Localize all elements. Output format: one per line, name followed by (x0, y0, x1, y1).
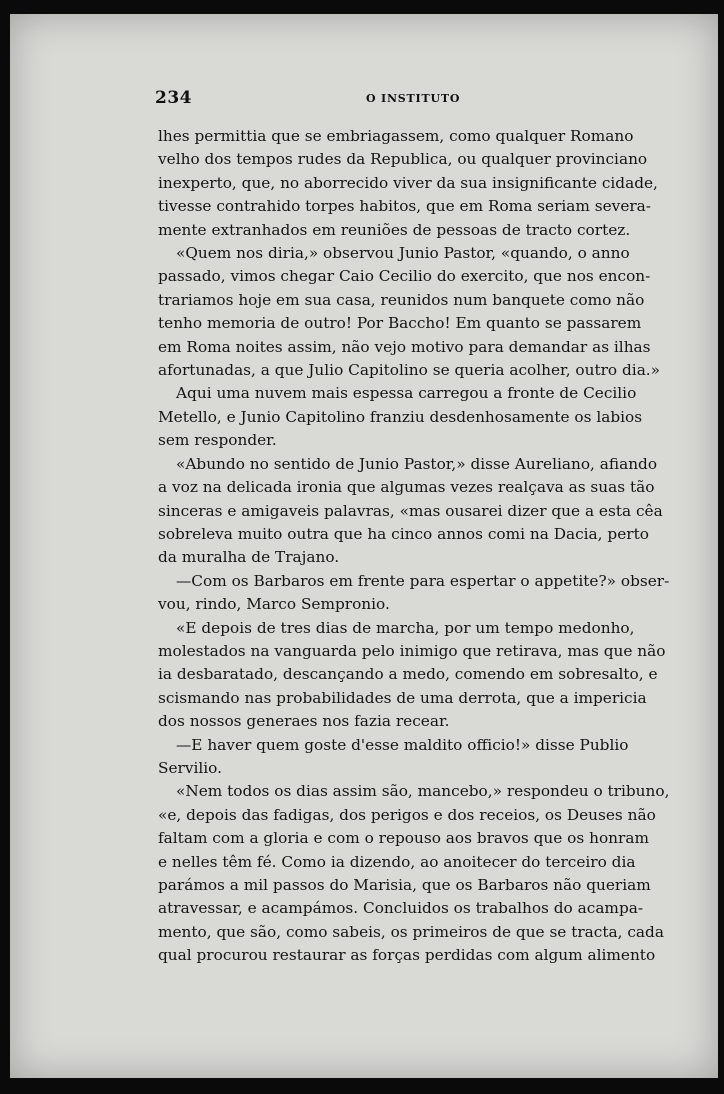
text-line: «Quem nos diria,» observou Junio Pastor, «quando, o anno (176, 244, 630, 263)
text-line: «e, depois das fadigas, dos perigos e dos receios, os Deuses não (158, 805, 656, 824)
text-line: velho dos tempos rudes da Republica, ou qualquer provinciano (158, 150, 648, 169)
text-line: parámos a mil passos do Marisia, que os Barbaros não queriam (158, 876, 651, 894)
text-line: «Nem todos os dias assim são, mancebo,» respondeu o tribuno, (176, 782, 670, 801)
text-line: da muralha de Trajano. (158, 548, 340, 567)
text-line: a voz na delicada ironia que algumas vezes realçava as suas tão (158, 478, 655, 497)
text-line: «Abundo no sentido de Junio Pastor,» disse Aureliano, afiando (176, 454, 658, 473)
text-line: em Roma noites assim, não vejo motivo para demandar as ilhas (158, 337, 651, 356)
text-line: sem responder. (158, 431, 277, 450)
running-title: O INSTITUTO (366, 92, 461, 105)
text-line: «E depois de tres dias de marcha, por um tempo medonho, (176, 618, 635, 637)
text-line: Aqui uma nuvem mais espessa carregou a fronte de Cecilio (176, 384, 637, 403)
text-line: faltam com a gloria e com o repouso aos bravos que os honram (158, 829, 649, 848)
text-line: ia desbaratado, descançando a medo, comendo em sobresalto, e (158, 665, 658, 684)
text-line: mente extranhados em reuniões de pessoas de tracto cortez. (158, 220, 631, 239)
text-line: sobreleva muito outra que ha cinco annos comi na Dacia, perto (158, 524, 649, 543)
page-number: 234 (155, 88, 192, 108)
text-line: —Com os Barbaros em frente para espertar o appetite?» obser- (176, 571, 670, 590)
text-line: tivesse contrahido torpes habitos, que em Roma seriam severa- (158, 197, 651, 216)
text-line: afortunadas, a que Julio Capitolino se queria acolher, outro dia.» (158, 361, 661, 380)
page-header (155, 88, 625, 110)
text-line: Servilio. (158, 758, 222, 777)
text-line: vou, rindo, Marco Sempronio. (158, 595, 390, 614)
text-line: scismando nas probabilidades de uma derrota, que a impericia (158, 688, 647, 707)
text-line: atravessar, e acampámos. Concluidos os trabalhos do acampa- (158, 899, 644, 918)
text-line: inexperto, que, no aborrecido viver da sua insignificante cidade, (158, 173, 658, 192)
text-line: molestados na vanguarda pelo inimigo que retirava, mas que não (158, 641, 666, 660)
text-line: dos nossos generaes nos fazia recear. (158, 712, 450, 731)
text-line: sinceras e amigaveis palavras, «mas ousarei dizer que a esta cêa (158, 501, 663, 520)
body-text (158, 125, 670, 968)
text-line: passado, vimos chegar Caio Cecilio do exercito, que nos encon- (158, 267, 651, 286)
text-line: e nelles têm fé. Como ia dizendo, ao anoitecer do terceiro dia (158, 852, 636, 871)
text-line: trariamos hoje em sua casa, reunidos num banquete como não (158, 290, 645, 309)
text-line: tenho memoria de outro! Por Baccho! Em quanto se passarem (158, 314, 642, 333)
text-line: Metello, e Junio Capitolino franziu desdenhosamente os labios (158, 407, 643, 426)
text-line: qual procurou restaurar as forças perdidas com algum alimento (158, 946, 656, 965)
text-line: lhes permittia que se embriagassem, como qualquer Romano (158, 127, 634, 145)
text-line: mento, que são, como sabeis, os primeiros de que se tracta, cada (158, 922, 664, 941)
text-line: —E haver quem goste d'esse maldito officio!» disse Publio (176, 735, 629, 754)
